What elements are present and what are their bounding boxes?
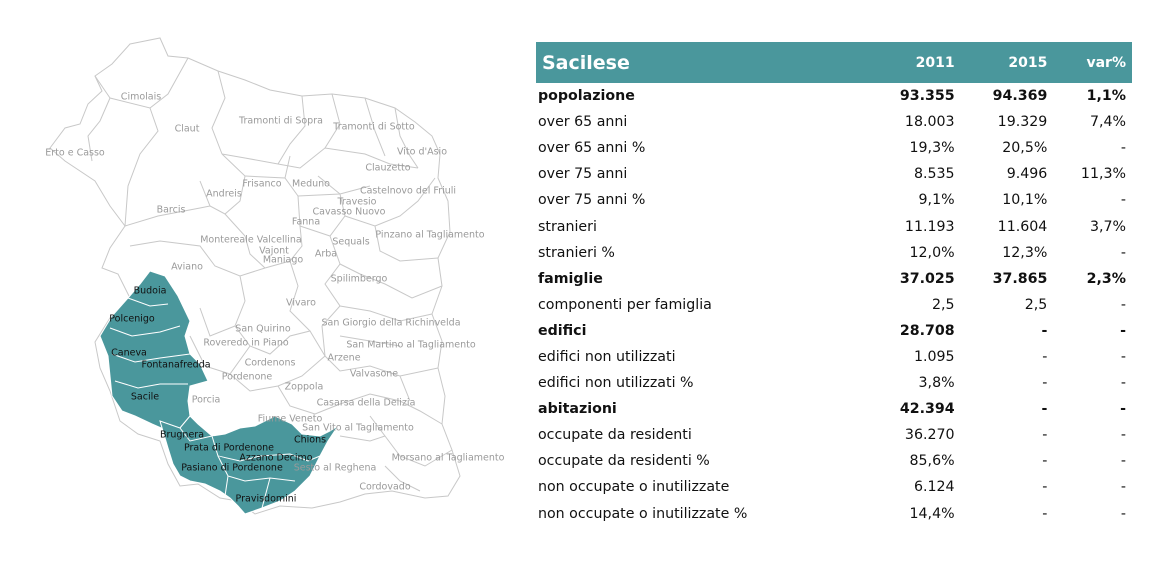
value-var: 11,3% <box>1080 166 1126 183</box>
value-var: - <box>1120 140 1126 157</box>
municipality-label: Pasiano di Pordenone <box>181 462 283 474</box>
value-2011: 3,8% <box>918 375 955 392</box>
municipality-label: San Giorgio della Richinvelda <box>321 317 461 329</box>
municipality-label: Arba <box>314 248 338 260</box>
stats-table <box>536 42 1132 527</box>
value-2015: 12,3% <box>1002 244 1048 261</box>
value-2011: 19,3% <box>909 140 955 157</box>
value-2011: 6.124 <box>913 479 955 496</box>
value-var: 2,3% <box>1086 270 1126 287</box>
municipality-label: Meduno <box>292 178 330 190</box>
value-2015: 94.369 <box>992 88 1048 105</box>
table-row <box>536 448 1132 474</box>
table-row <box>536 292 1132 318</box>
row-label: occupate da residenti <box>538 427 692 444</box>
value-2015: - <box>1042 479 1048 496</box>
value-2011: 14,4% <box>909 505 955 522</box>
value-2011: 9,1% <box>918 192 955 209</box>
table-body <box>536 83 1132 527</box>
row-label: non occupate o inutilizzate <box>538 479 730 496</box>
table-row <box>536 83 1132 109</box>
value-2011: 28.708 <box>899 322 955 339</box>
municipality-label: Prata di Pordenone <box>183 442 275 454</box>
value-2011: 8.535 <box>913 166 955 183</box>
municipality-label: Castelnovo del Friuli <box>359 185 457 197</box>
value-2011: 18.003 <box>904 114 955 131</box>
row-label: edifici <box>538 322 587 339</box>
table-row <box>536 422 1132 448</box>
value-2015: - <box>1042 348 1048 365</box>
municipality-label: Roveredo in Piano <box>203 337 289 349</box>
municipality-label: Budoia <box>133 285 167 297</box>
value-var: - <box>1120 322 1126 339</box>
province-map <box>40 36 505 526</box>
municipality-label: Chions <box>293 434 327 446</box>
row-label: over 75 anni % <box>538 192 646 209</box>
municipality-label: Erto e Casso <box>45 147 105 159</box>
value-var: - <box>1120 453 1126 470</box>
value-2011: 93.355 <box>899 88 955 105</box>
value-2015: 2,5 <box>1024 296 1048 313</box>
value-var: - <box>1120 348 1126 365</box>
value-var: 3,7% <box>1089 218 1126 235</box>
col-2015-header: 2015 <box>961 42 1054 83</box>
value-2011: 36.270 <box>904 427 955 444</box>
row-label: over 75 anni <box>538 166 628 183</box>
row-label: stranieri <box>538 218 597 235</box>
municipality-label: Spilimbergo <box>330 273 388 285</box>
municipality-label: Cordovado <box>359 481 411 493</box>
value-var: - <box>1120 192 1126 209</box>
municipality-label: Fiume Veneto <box>257 413 323 425</box>
municipality-label: Montereale Valcellina <box>200 234 302 246</box>
value-2011: 85,6% <box>909 453 955 470</box>
value-2015: 9.496 <box>1006 166 1048 183</box>
municipality-label: Clauzetto <box>365 162 411 174</box>
municipality-label: Vivaro <box>286 297 316 309</box>
value-var: - <box>1120 505 1126 522</box>
table-row <box>536 109 1132 135</box>
municipality-label: Frisanco <box>242 178 282 190</box>
municipality-label: Cimolais <box>120 91 162 103</box>
municipality-label: Porcia <box>191 394 221 406</box>
municipality-label: Arzene <box>327 352 361 364</box>
municipality-label: Andreis <box>206 188 242 200</box>
municipality-label: Maniago <box>262 254 304 266</box>
col-2011-header: 2011 <box>868 42 961 83</box>
municipality-label: Travesio <box>337 196 377 208</box>
municipality-label: Valvasone <box>349 368 399 380</box>
table-row <box>536 135 1132 161</box>
table-row <box>536 213 1132 239</box>
municipality-label: Morsano al Tagliamento <box>391 452 505 464</box>
municipality-label: Claut <box>174 123 200 135</box>
table-row <box>536 396 1132 422</box>
row-label: edifici non utilizzati <box>538 348 676 365</box>
municipality-label: San Vito al Tagliamento <box>302 422 414 434</box>
value-var: - <box>1120 244 1126 261</box>
row-label: over 65 anni <box>538 114 628 131</box>
table-row <box>536 187 1132 213</box>
row-label: abitazioni <box>538 401 617 418</box>
value-2015: - <box>1041 401 1048 418</box>
table-row <box>536 318 1132 344</box>
municipality-label: Aviano <box>171 261 203 273</box>
value-2015: - <box>1042 427 1048 444</box>
municipality-label: Vito d'Asio <box>396 146 448 158</box>
value-2011: 37.025 <box>899 270 955 287</box>
municipality-label: Cavasso Nuovo <box>312 206 386 218</box>
table-row <box>536 501 1132 527</box>
value-var: - <box>1120 401 1126 418</box>
value-2015: 19.329 <box>997 114 1048 131</box>
municipality-label: Sesto al Reghena <box>293 462 377 474</box>
value-2011: 42.394 <box>899 401 955 418</box>
value-2011: 11.193 <box>904 218 955 235</box>
table-title: Sacilese <box>536 42 868 83</box>
municipality-label: Sequals <box>332 236 370 248</box>
municipality-label: Cordenons <box>244 357 296 369</box>
value-var: 1,1% <box>1086 88 1126 105</box>
municipality-label: Tramonti di Sopra <box>239 115 323 127</box>
col-var-header: var% <box>1053 42 1132 83</box>
municipality-label: Polcenigo <box>109 313 155 325</box>
table-row <box>536 240 1132 266</box>
value-2011: 12,0% <box>909 244 955 261</box>
value-2015: - <box>1041 322 1048 339</box>
row-label: famiglie <box>538 270 603 287</box>
municipality-label: Casarsa della Delizia <box>316 397 416 409</box>
municipality-label: Sacile <box>130 391 160 403</box>
row-label: edifici non utilizzati % <box>538 375 694 392</box>
table-row <box>536 344 1132 370</box>
value-var: - <box>1120 375 1126 392</box>
row-label: non occupate o inutilizzate % <box>538 505 748 522</box>
row-label: over 65 anni % <box>538 140 646 157</box>
table-row <box>536 474 1132 500</box>
row-label: popolazione <box>538 88 635 105</box>
row-label: componenti per famiglia <box>538 296 712 313</box>
value-2015: - <box>1042 375 1048 392</box>
value-2015: 20,5% <box>1002 140 1048 157</box>
value-2015: - <box>1042 453 1048 470</box>
row-label: occupate da residenti % <box>538 453 710 470</box>
municipality-label: Zoppola <box>284 381 324 393</box>
municipality-label: San Martino al Tagliamento <box>346 339 476 351</box>
municipality-label: Tramonti di Sotto <box>333 121 415 133</box>
municipality-label: Brugnera <box>159 429 205 441</box>
table-row <box>536 161 1132 187</box>
municipality-label: Vajont <box>259 245 289 257</box>
municipality-label: Pordenone <box>221 371 273 383</box>
municipality-label: Fontanafredda <box>141 359 211 371</box>
municipality-label: Pravisdomini <box>235 493 297 505</box>
value-var: 7,4% <box>1089 114 1126 131</box>
value-var: - <box>1120 296 1126 313</box>
row-label: stranieri % <box>538 244 615 261</box>
value-2015: 37.865 <box>992 270 1048 287</box>
municipality-label: Pinzano al Tagliamento <box>375 229 485 241</box>
municipality-label: Barcis <box>156 204 186 216</box>
value-var: - <box>1120 479 1126 496</box>
value-2015: 11.604 <box>997 218 1048 235</box>
value-var: - <box>1120 427 1126 444</box>
municipality-label: San Quirino <box>235 323 291 335</box>
table-row <box>536 370 1132 396</box>
value-2015: - <box>1042 505 1048 522</box>
value-2011: 2,5 <box>932 296 955 313</box>
table-row <box>536 266 1132 292</box>
municipality-label: Azzano Decimo <box>239 452 313 464</box>
municipality-label: Caneva <box>111 347 147 359</box>
table-header-row <box>536 42 1132 83</box>
value-2011: 1.095 <box>913 348 955 365</box>
municipality-label: Fanna <box>291 216 321 228</box>
value-2015: 10,1% <box>1002 192 1048 209</box>
